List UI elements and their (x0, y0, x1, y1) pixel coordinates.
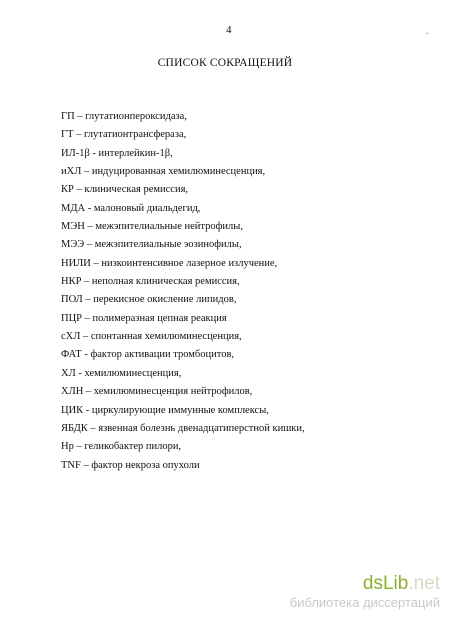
abbreviation-item: иХЛ – индуцированная хемилюминесценция, (61, 166, 266, 178)
watermark-logo-main: dsLib (362, 573, 409, 594)
page-title: СПИСОК СОКРАЩЕНИЙ (157, 57, 293, 69)
abbreviation-item: ГТ – глутатионтрансфераза, (61, 129, 187, 141)
abbreviation-item: МЭЭ – межэпителиальные эозинофилы, (61, 239, 242, 251)
abbreviation-item: ФАТ - фактор активации тромбоцитов, (61, 349, 235, 361)
abbreviation-item: ХЛН – хемилюминесценция нейтрофилов, (61, 386, 253, 398)
abbreviation-item: КР – клиническая ремиссия, (61, 184, 189, 196)
abbreviation-item: ИЛ-1β - интерлейкин-1β, (61, 147, 173, 159)
abbreviation-item: сХЛ – спонтанная хемилюминесценция, (61, 331, 242, 343)
abbreviation-item: МДА - малоновый диальдегид, (61, 202, 201, 214)
abbreviation-item: НКР – неполная клиническая ремиссия, (61, 276, 240, 288)
abbreviation-item: ЯБДК – язвенная болезнь двенадцатиперстной кишки, (61, 422, 305, 434)
page-number: 4 (226, 24, 232, 36)
watermark-logo (290, 573, 440, 595)
abbreviation-item: НИЛИ – низкоинтенсивное лазерное излучение, (61, 257, 278, 269)
abbreviation-list (61, 108, 305, 475)
abbreviation-item: ЦИК - циркулирующие иммунные комплексы, (61, 404, 269, 416)
abbreviation-item: ПОЛ – перекисное окисление липидов, (61, 294, 237, 306)
abbreviation-item: TNF – фактор некроза опухоли (61, 459, 200, 471)
watermark-subtitle: библиотека диссертаций (289, 595, 440, 610)
abbreviation-item: МЭН – межэпителиальные нейтрофилы, (61, 221, 243, 233)
watermark-logo-tld: .net (408, 573, 440, 594)
abbreviation-item: ПЦР – полимеразная цепная реакция (61, 312, 227, 324)
abbreviation-item: Нр – геликобактер пилори, (61, 441, 182, 453)
abbreviation-item: ГП – глутатионпероксидаза, (61, 111, 187, 122)
abbreviation-item: ХЛ - хемилюминесценция, (61, 367, 182, 379)
watermark (290, 573, 440, 611)
corner-mark: . (426, 26, 429, 36)
